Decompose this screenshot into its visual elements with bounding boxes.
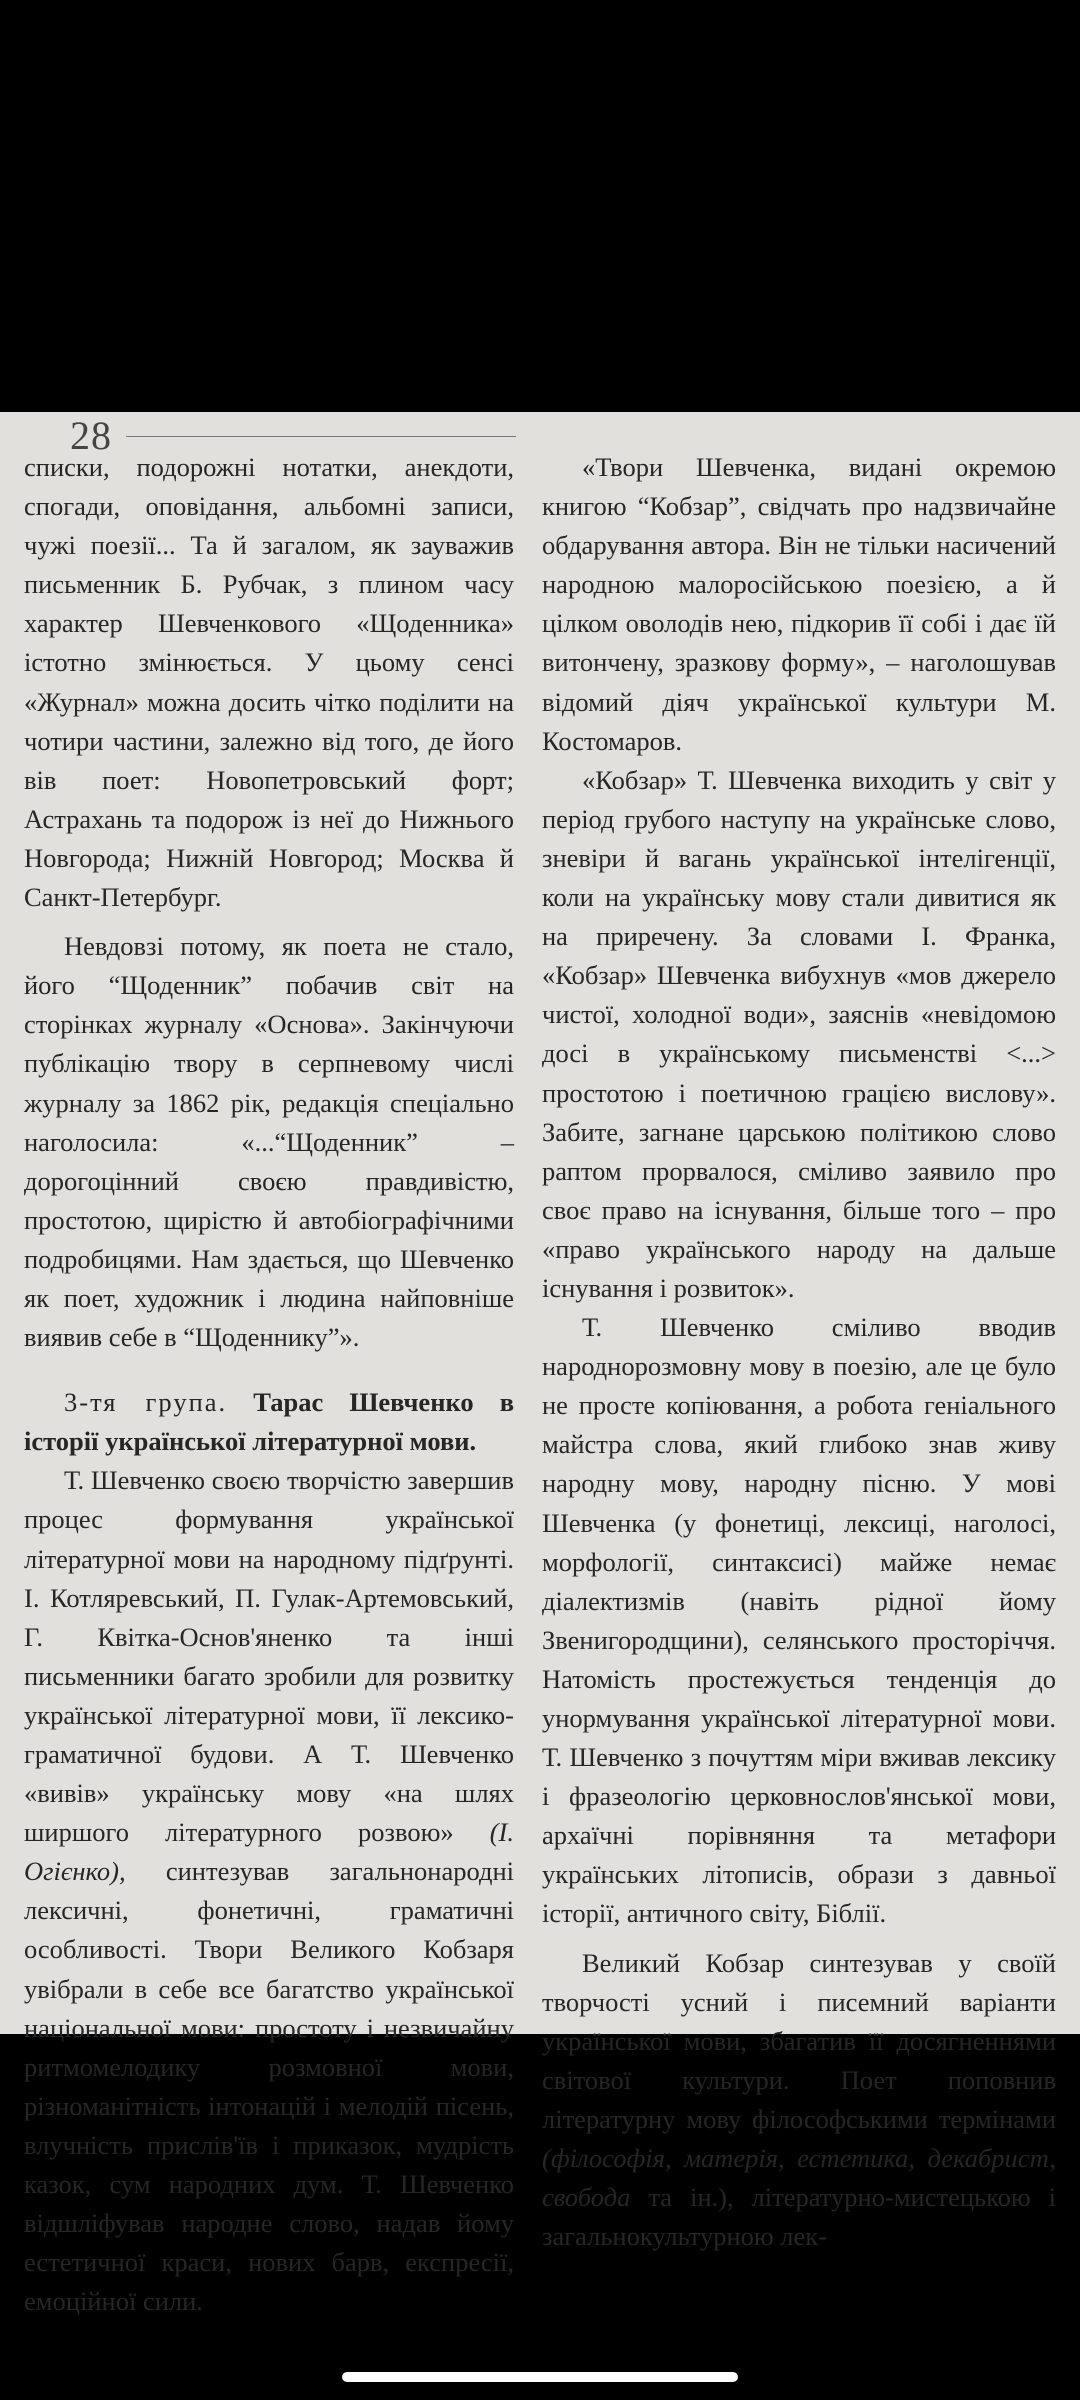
left-paragraph-3-text-b: синтезував загальнонародні лексичні, фонетичні, граматичні особливості. Твори Великого Кобзаря увібрали в себе все багатство української національної мови: простоту і незвичайну ритмомелодику розмовної мови, різноманітність інтонацій і мелодій пісень, влучність прислів'їв і приказок, мудрість казок, сум народних дум. Т. Шевченко відшліфував народне слово, надав йому естетичної краси, нових барв, експресії, емоційної сили.	[24, 1856, 515, 2317]
home-indicator[interactable]	[342, 2372, 738, 2382]
right-paragraph-4-terms: (філософія, матерія, естетика, декабрист, свобода	[542, 2143, 1056, 2213]
page-number: 28	[70, 413, 112, 458]
right-paragraph-3: Т. Шевченко сміливо вводив народнорозмовну мову в поезію, але це було не просте копіювання, а робота геніального майстра слова, який глибоко знав живу народну мову, народну пісню. У мові Шевченка (у фонетиці, лексиці, наголосі, морфології, синтаксисі) майже немає діалектизмів (навіть рідної йому Звенигородщини), селянського просторіччя. Натомість простежується тенденція до унормування української літературної мови. Т. Шевченко з почуттям міри вживав лексику і фразеологію церковнослов'янської мови, архаїчні порівняння та метафори українських літописів, образи з давньої історії, античного світу, Біблії.	[542, 1312, 1056, 1929]
left-paragraph-3	[24, 1461, 514, 2321]
section-title: Тарас Шевченко в історії української літературної мови.	[24, 1387, 515, 1457]
left-paragraph-2: Невдовзі потому, як поета не стало, його “Щоденник” побачив світ на сторінках журналу «Основа». Закінчуючи публікацію твору в серпневому числі журналу за 1862 рік, редакція спеціально наголосила: «...“Щоденник” – дорогоцінний своєю правдивістю, простотою, щирістю й автобіографічними подробицями. Нам здається, що Шевченко як поет, художник і людина найповніше виявив себе в “Щоденнику”».	[24, 931, 514, 1353]
right-paragraph-4-text-a: Великий Кобзар синтезував у своїй творчості усний і писемний варіанти української мови, збагатив її досягненнями світової культури. Поет поповнив літературну мову філософськими термінами	[542, 1947, 1056, 2134]
book-page-photo	[0, 412, 1080, 2317]
right-paragraph-2: «Кобзар» Т. Шевченка виходить у світ у період грубого наступу на українське слово, зневіри й вагань української інтелігенції, коли на українську мову стали дивитися як на приречену. За словами І. Франка, «Кобзар» Шевченка вибухнув «мов джерело чистої, холодної води», заяснів «невідомою досі в українському письменстві <...> простотою і поетичною грацією вислову». Забите, загнане царською політикою слово раптом прорвалося, сміливо заявило про своє право на існування, більше того – про «право українського народу на дальше існування і розвиток».	[542, 764, 1056, 1303]
left-paragraph-3-citation: (І. Огієнко),	[24, 1817, 514, 1887]
right-paragraph-4	[542, 1944, 1056, 2257]
right-paragraph-4-text-b: та ін.), літературно-мистецькою і загальнокультурною лек-	[542, 2182, 1057, 2252]
group-label: 3-тя група.	[64, 1387, 228, 1418]
left-paragraph-1: списки, подорожні нотатки, анекдоти, спогади, оповідання, альбомні записи, чужі поезії... Та й загалом, як зауважив письменник Б. Рубчак, з плином часу характер Шевченкового «Щоденника» істотно змінюється. У цьому сенсі «Журнал» можна досить чітко поділити на чотири частини, залежно від того, де його вів поет: Новопетровський форт; Астрахань та подорож із неї до Нижнього Новгорода; Нижній Новгород; Москва й Санкт-Петербург.	[24, 452, 514, 913]
right-column	[542, 448, 1056, 2256]
left-column	[24, 448, 514, 2321]
right-paragraph-1: «Твори Шевченка, видані окремою книгою “Кобзар”, свідчать про надзвичайне обдарування автора. Він не тільки насичений народною малоросійською поезією, а й цілком оволодів нею, підкорив її собі і дає їй витончену, зразкову форму», – наголошував відомий діяч української культури М. Костомаров.	[542, 452, 1056, 756]
header-rule	[126, 436, 516, 437]
section-heading	[24, 1383, 514, 1461]
left-paragraph-3-text-a: Т. Шевченко своєю творчістю завершив процес формування української літературної мови на народному підґрунті. І. Котляревський, П. Гулак-Артемовський, Г. Квітка-Основ'яненко та інші письменники багато зробили для розвитку української літературної мови, її лексико-граматичної будови. А Т. Шевченко «вивів» українську мову «на шлях ширшого літературного розвою»	[24, 1465, 514, 1848]
